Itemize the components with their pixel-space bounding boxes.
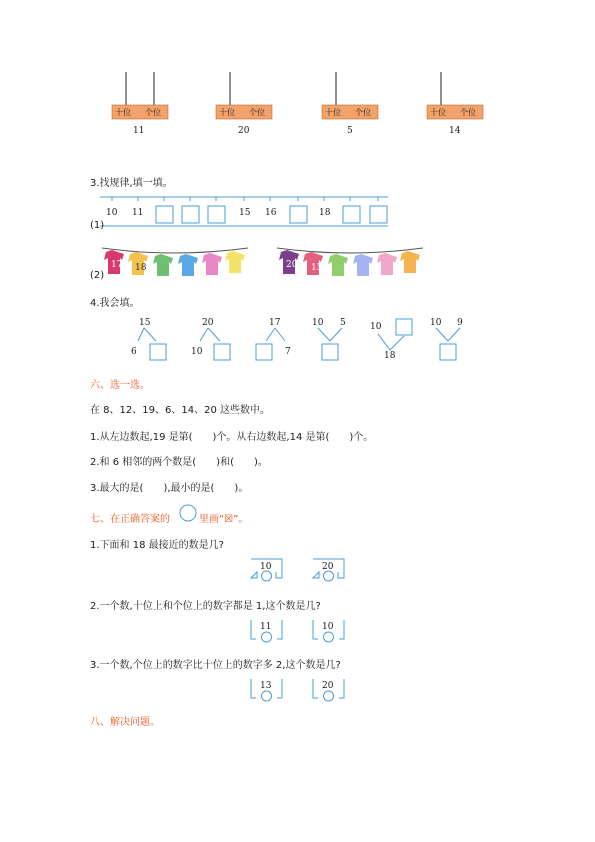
abacus-3-label-tens: 十位 [325,108,341,117]
section-7-q3: 3.一个数,个位上的数字比十位上的数字多 2,这个数是几? [90,660,341,671]
q3-track-value-15: 15 [239,208,251,218]
abacus-2-number: 20 [238,126,250,136]
section-7-q1: 1.下面和 18 最接近的数是几? [90,540,224,551]
bond-5-bottom: 18 [384,351,396,361]
abacus-4-label-tens: 十位 [430,108,446,117]
abacus-4-number: 14 [449,126,461,136]
bond-2-top: 20 [202,318,214,328]
abacus-3-number: 5 [347,126,353,136]
abacus-4-label-ones: 个位 [460,108,476,117]
section-8-heading: 八、解决问题。 [90,717,160,728]
bond-4-top-right: 5 [340,318,346,328]
bond-1-top: 15 [139,318,151,328]
q4-number-bonds [120,316,480,366]
q7-1-option-10: 10 [260,562,272,572]
abacus-1-label-tens: 十位 [115,108,131,117]
abacus-2-label-ones: 个位 [249,108,265,117]
abacus-1-number: 11 [133,126,145,136]
q7-1-option-20: 20 [322,562,334,572]
clothesline-right-image [275,244,425,280]
section-6-heading: 六、选一选。 [90,380,150,391]
section-6-intro: 在 8、12、19、6、14、20 这些数中。 [90,405,270,416]
section-7-heading-end: 里画“☒”。 [199,514,249,525]
q7-3-option-20: 20 [322,681,334,691]
q7-3-option-13: 13 [260,681,272,691]
q3-track-value-16: 16 [265,208,277,218]
q3-track-value-18: 18 [319,208,331,218]
q3-row2-label: (2) [90,270,105,281]
abacus-2-label-tens: 十位 [219,108,235,117]
bond-1-left: 6 [131,347,137,357]
bond-3-right: 7 [285,347,291,357]
bond-2-left: 10 [191,347,203,357]
section-7-heading-start: 七、在正确答案的 [90,514,170,525]
answer-circle-icon [178,503,198,523]
bond-3-top: 17 [269,318,281,328]
section-6-q3: 3.最大的是( ),最小的是( )。 [90,483,249,494]
shirt-18: 18 [135,263,147,273]
shirt-20: 20 [286,260,298,270]
bond-6-top-left: 10 [430,318,442,328]
q3-row1-label: (1) [90,220,105,231]
section-6-q1: 1.从左边数起,19 是第( )个。从右边数起,14 是第( )个。 [90,432,374,443]
q7-2-option-11: 11 [260,622,272,632]
q3-title: 3.找规律,填一填。 [90,178,173,189]
bond-6-top-right: 9 [457,318,463,328]
bond-4-top-left: 10 [312,318,324,328]
q4-title: 4.我会填。 [90,298,140,309]
shirt-15: 15 [311,263,323,273]
q7-2-option-10: 10 [322,622,334,632]
abacus-1-label-ones: 个位 [145,108,161,117]
shirt-17: 17 [111,260,123,270]
abacus-3-label-ones: 个位 [355,108,371,117]
bond-5-top-left: 10 [370,322,382,332]
q3-track-value-10: 10 [106,208,118,218]
section-7-q2: 2.一个数,十位上和个位上的数字都是 1,这个数是几? [90,601,321,612]
section-6-q2: 2.和 6 相邻的两个数是( )和( )。 [90,457,268,468]
q3-track-value-11: 11 [132,208,144,218]
clothesline-left-image [100,244,250,280]
